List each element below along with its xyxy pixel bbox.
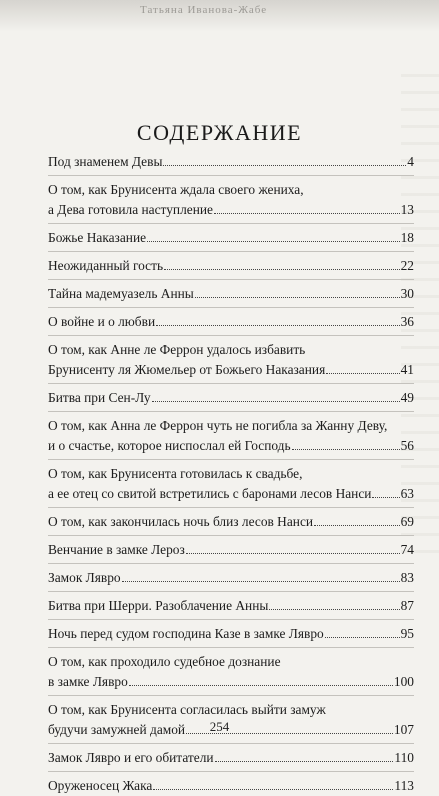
toc-entry-line: [48, 700, 414, 720]
toc-entry: [48, 512, 414, 532]
toc-page-number: 49: [400, 390, 414, 405]
dot-leader: [152, 401, 400, 402]
separator-line: [48, 411, 414, 412]
toc-entry-line: [48, 568, 414, 588]
toc-entry-line: [48, 152, 414, 172]
toc-page-number: 83: [400, 570, 414, 585]
toc-entry-title: О том, как Анне ле Феррон удалось избавить: [48, 342, 306, 357]
toc-entry: [48, 748, 414, 768]
toc-entry: [48, 228, 414, 248]
toc-page-number: 69: [400, 514, 414, 529]
toc-entry-title: Под знаменем Девы: [48, 154, 163, 169]
toc-page-number: 107: [393, 722, 414, 737]
toc-entry: [48, 416, 414, 456]
toc-entry-title: и о счастье, которое ниспослал ей Господь: [48, 438, 291, 453]
toc-entry: [48, 388, 414, 408]
toc-page-number: 87: [400, 598, 414, 613]
separator-line: [48, 507, 414, 508]
toc-entry-title: Божье Наказание: [48, 230, 147, 245]
toc-entry-title: О том, как закончилась ночь близ лесов Нанси: [48, 514, 314, 529]
toc-page-number: 18: [400, 230, 414, 245]
toc-entry-line: [48, 776, 414, 796]
toc-entry-title: О том, как Анна ле Феррон чуть не погибла за Жанну Деву,: [48, 418, 388, 433]
toc-entry-line: [48, 484, 414, 504]
toc-entry-title: Битва при Сен-Лу: [48, 390, 151, 405]
toc-page-number: 95: [400, 626, 414, 641]
toc-entry-line: [48, 596, 414, 616]
toc-entry-line: [48, 540, 414, 560]
toc-entry-title: а ее отец со свитой встретились с баронами лесов Нанси: [48, 486, 372, 501]
page-title: СОДЕРЖАНИЕ: [136, 120, 303, 145]
dot-leader: [122, 581, 400, 582]
toc-entry-title: О том, как Брунисента ждала своего жениха,: [48, 182, 304, 197]
toc-entry-title: Неожиданный гость: [48, 258, 164, 273]
toc-entry-line: [48, 652, 414, 672]
separator-line: [48, 743, 414, 744]
toc-entry-title: а Дева готовила наступление: [48, 202, 213, 217]
separator-line: [48, 647, 414, 648]
dot-leader: [292, 449, 400, 450]
separator-line: [48, 279, 414, 280]
toc-page-number: 22: [400, 258, 414, 273]
dot-leader: [129, 685, 393, 686]
separator-line: [48, 383, 414, 384]
toc-page-number: 30: [400, 286, 414, 301]
separator-line: [48, 563, 414, 564]
running-header: [0, 0, 439, 32]
toc-entry-line: [48, 312, 414, 332]
dot-leader: [214, 213, 400, 214]
dot-leader: [326, 373, 399, 374]
toc-entry: [48, 180, 414, 220]
toc-entry-title: Тайна мадемуазель Анны: [48, 286, 194, 301]
toc-entry-line: [48, 360, 414, 380]
dot-leader: [164, 269, 400, 270]
toc-entry-line: [48, 672, 414, 692]
toc-page-number: 4: [407, 154, 414, 169]
toc-page-number: 56: [400, 438, 414, 453]
toc-entry-title: будучи замужней дамой: [48, 722, 186, 737]
separator-line: [48, 175, 414, 176]
toc-entry-title: Битва при Шерри. Разоблачение Анны: [48, 598, 269, 613]
dot-leader: [153, 789, 393, 790]
toc-entry: [48, 312, 414, 332]
toc-entry-title: в замке Лявро: [48, 674, 128, 689]
separator-line: [48, 619, 414, 620]
toc-page-number: 110: [394, 750, 414, 765]
toc-entry: [48, 624, 414, 644]
toc-page-number: 63: [400, 486, 414, 501]
toc-entry-line: [48, 624, 414, 644]
toc-entry-title: Замок Лявро: [48, 570, 121, 585]
toc-entry: [48, 340, 414, 380]
toc-entry: [48, 152, 414, 172]
dot-leader: [325, 637, 400, 638]
table-of-contents: [48, 152, 414, 796]
separator-line: [48, 591, 414, 592]
dot-leader: [186, 553, 400, 554]
toc-entry: [48, 596, 414, 616]
dot-leader: [269, 609, 399, 610]
separator-line: [48, 251, 414, 252]
separator-line: [48, 771, 414, 772]
toc-entry-line: [48, 388, 414, 408]
separator-line: [48, 335, 414, 336]
toc-entry-line: [48, 200, 414, 220]
toc-entry-line: [48, 748, 414, 768]
toc-entry-title: О том, как проходило судебное дознание: [48, 654, 281, 669]
toc-entry-line: [48, 436, 414, 456]
separator-line: [48, 223, 414, 224]
dot-leader: [215, 761, 394, 762]
separator-line: [48, 459, 414, 460]
dot-leader: [195, 297, 400, 298]
toc-entry: [48, 652, 414, 692]
dot-leader: [156, 325, 399, 326]
page-number: 254: [209, 719, 230, 734]
toc-page-number: 113: [394, 778, 414, 793]
toc-entry-title: Оруженосец Жака: [48, 778, 153, 793]
toc-entry-title: Венчание в замке Лероз: [48, 542, 185, 557]
dot-leader: [372, 497, 399, 498]
toc-entry-title: Брунисенту ля Жюмельер от Божьего Наказания: [48, 362, 326, 377]
toc-entry-title: О войне и о любви: [48, 314, 156, 329]
toc-page-number: 13: [400, 202, 414, 217]
toc-entry-title: О том, как Брунисента готовилась к свадьбе,: [48, 466, 303, 481]
toc-entry: [48, 464, 414, 504]
toc-entry: [48, 568, 414, 588]
separator-line: [48, 535, 414, 536]
toc-entry-line: [48, 256, 414, 276]
toc-page-number: 36: [400, 314, 414, 329]
toc-page-number: 41: [400, 362, 414, 377]
toc-entry-line: [48, 284, 414, 304]
toc-entry: [48, 284, 414, 304]
toc-page-number: 100: [393, 674, 414, 689]
toc-page-number: 74: [400, 542, 414, 557]
toc-entry: [48, 776, 414, 796]
toc-entry-line: [48, 180, 414, 200]
toc-entry-title: О том, как Брунисента согласилась выйти замуж: [48, 702, 326, 717]
toc-entry-line: [48, 340, 414, 360]
toc-entry-line: [48, 228, 414, 248]
toc-entry-line: [48, 416, 414, 436]
separator-line: [48, 695, 414, 696]
dot-leader: [147, 241, 400, 242]
running-header-text: Татьяна Иванова-Жабе: [140, 4, 268, 16]
toc-entry-line: [48, 464, 414, 484]
toc-entry: [48, 540, 414, 560]
dot-leader: [163, 165, 406, 166]
toc-entry-line: [48, 512, 414, 532]
toc-entry-title: Замок Лявро и его обитатели: [48, 750, 214, 765]
separator-line: [48, 307, 414, 308]
dot-leader: [314, 525, 400, 526]
toc-entry-title: Ночь перед судом господина Казе в замке Лявро: [48, 626, 324, 641]
toc-entry: [48, 256, 414, 276]
